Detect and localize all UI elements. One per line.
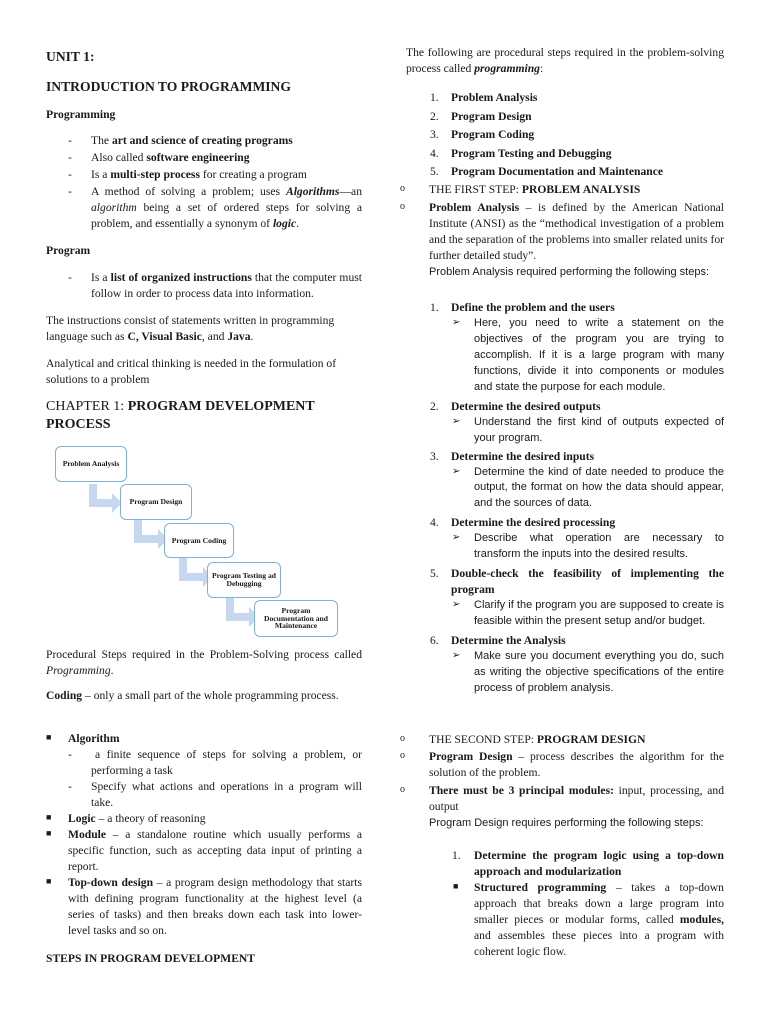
pd-step-1: 1. Determine the program logic using a top-down approach and modularization	[452, 849, 724, 878]
coding-paragraph: Coding – only a small part of the whole programming process.	[46, 689, 339, 702]
flow-box-problem-analysis: Problem Analysis	[55, 446, 127, 482]
list-item: 5. Double-check the feasibility of implementing the program	[430, 567, 724, 597]
list-item: 2. Program Design	[430, 109, 532, 123]
flow-arrow	[89, 484, 122, 513]
list-item: 1. Define the problem and the users	[430, 301, 615, 314]
second-step-heading: o THE SECOND STEP: PROGRAM DESIGN	[400, 733, 646, 746]
first-step-heading: o THE FIRST STEP: PROBLEM ANALYSIS	[400, 183, 641, 196]
list-item: - Specify what actions and operations in a program will take.	[68, 779, 362, 809]
problem-analysis-steps	[406, 300, 724, 697]
procedural-caption: Procedural Steps required in the Problem-Solving process called Programming.	[46, 648, 362, 677]
terms-list	[46, 731, 362, 939]
list-item: ■ Algorithm	[46, 732, 120, 745]
list-item: - a finite sequence of steps for solving a problem, or performing a task	[68, 747, 362, 777]
analytical-paragraph: Analytical and critical thinking is needed in the formulation of solutions to a problem	[46, 357, 337, 386]
steps-list	[406, 90, 724, 183]
list-item: 4. Determine the desired processing	[430, 516, 616, 530]
list-item: 3. Determine the desired inputs	[430, 449, 595, 463]
program-heading: Program	[46, 244, 91, 257]
flow-box-program-coding: Program Coding	[164, 523, 234, 558]
unit-title: UNIT 1:	[46, 49, 95, 64]
list-item: 1. Problem Analysis	[430, 91, 538, 104]
list-item: - Also called software engineering	[68, 151, 250, 164]
list-item: ➢ Make sure you document everything you do, such as writing the objective specifications of the entire process of problem analysis.	[452, 650, 724, 694]
programming-list	[46, 133, 362, 232]
list-item: ➢ Clarify if the program you are supposed to create is feasible within the present setup and/or budget.	[452, 599, 724, 628]
list-item: 2. Determine the desired outputs	[430, 399, 601, 413]
list-item: ■ Module – a standalone routine which usually performs a specific function, such as accepting data input of printing a report.	[46, 827, 362, 873]
list-item: 5. Program Documentation and Maintenance	[430, 165, 663, 178]
program-item: - Is a list of organized instructions that the computer must follow in order to process data into information.	[68, 271, 362, 300]
structured-programming: ■ Structured programming – takes a top-down approach that breaks down a large program into smaller pieces or modular forms, called modules, and assembles these pieces into a program with coherent logic flow.	[453, 881, 724, 958]
steps-heading: STEPS IN PROGRAM DEVELOPMENT	[46, 952, 256, 965]
programming-heading: Programming	[46, 108, 116, 121]
list-item: - The art and science of creating programs	[68, 134, 293, 147]
problem-analysis-definition: o Problem Analysis – is defined by the American National Institute (ANSI) as the “methodical investigation of a problem and the separation of the problems into smaller related units for further detailed study”. Problem Analysis required performing the following steps:	[400, 200, 724, 280]
pd-required: Program Design requires performing the following steps:	[429, 816, 704, 829]
process-flowchart	[46, 446, 362, 638]
principal-modules: o There must be 3 principal modules: input, processing, and output Program Design requires performing the following steps:	[400, 783, 724, 831]
list-item: ➢ Describe what operation are necessary to transform the inputs into the desired results.	[452, 532, 724, 561]
list-item: 3. Program Coding	[430, 128, 535, 141]
list-item: ➢ Determine the kind of date needed to produce the output, the format on how the data should appear, and the sources of data.	[452, 465, 724, 510]
intro-title: INTRODUCTION TO PROGRAMMING	[46, 79, 291, 94]
list-item: ➢ Understand the first kind of outputs expected of your program.	[452, 415, 724, 444]
list-item: 6. Determine the Analysis	[430, 634, 566, 648]
flow-box-program-testing: Program Testing ad Debugging	[207, 562, 281, 598]
list-item: ■ Top-down design – a program design methodology that starts with defining program functionality at the highest level (a series of tasks) and then breaks down each task into lower-level tasks and so on.	[46, 875, 362, 937]
flow-arrow	[134, 520, 168, 549]
list-item: ➢ Here, you need to write a statement on the objectives of the program you are trying to accomplish. If it is a large program with many functions, divide it into components or modules and state the purpose for each module.	[452, 316, 724, 393]
right-intro: The following are procedural steps required in the problem-solving process called programming:	[406, 46, 724, 75]
program-design-definition: o Program Design – process describes the algorithm for the solution of the problem.	[400, 750, 724, 779]
instructions-paragraph: The instructions consist of statements written in programming language such as C, Visual Basic, and Java.	[46, 314, 335, 343]
list-item: ■ Logic – a theory of reasoning	[46, 811, 206, 825]
list-item: - Is a multi-step process for creating a program	[68, 168, 307, 181]
pa-required: Problem Analysis required performing the following steps:	[429, 265, 710, 278]
flow-box-program-documentation: Program Documentation and Maintenance	[254, 600, 338, 637]
chapter-title: CHAPTER 1: PROGRAM DEVELOPMENT PROCESS	[46, 399, 315, 433]
list-item: - A method of solving a problem; uses Algorithms—an algorithm being a set of ordered steps for solving a problem, and essentially a synonym of logic.	[68, 185, 362, 230]
flow-box-program-design: Program Design	[120, 484, 192, 520]
list-item: 4. Program Testing and Debugging	[430, 146, 612, 160]
